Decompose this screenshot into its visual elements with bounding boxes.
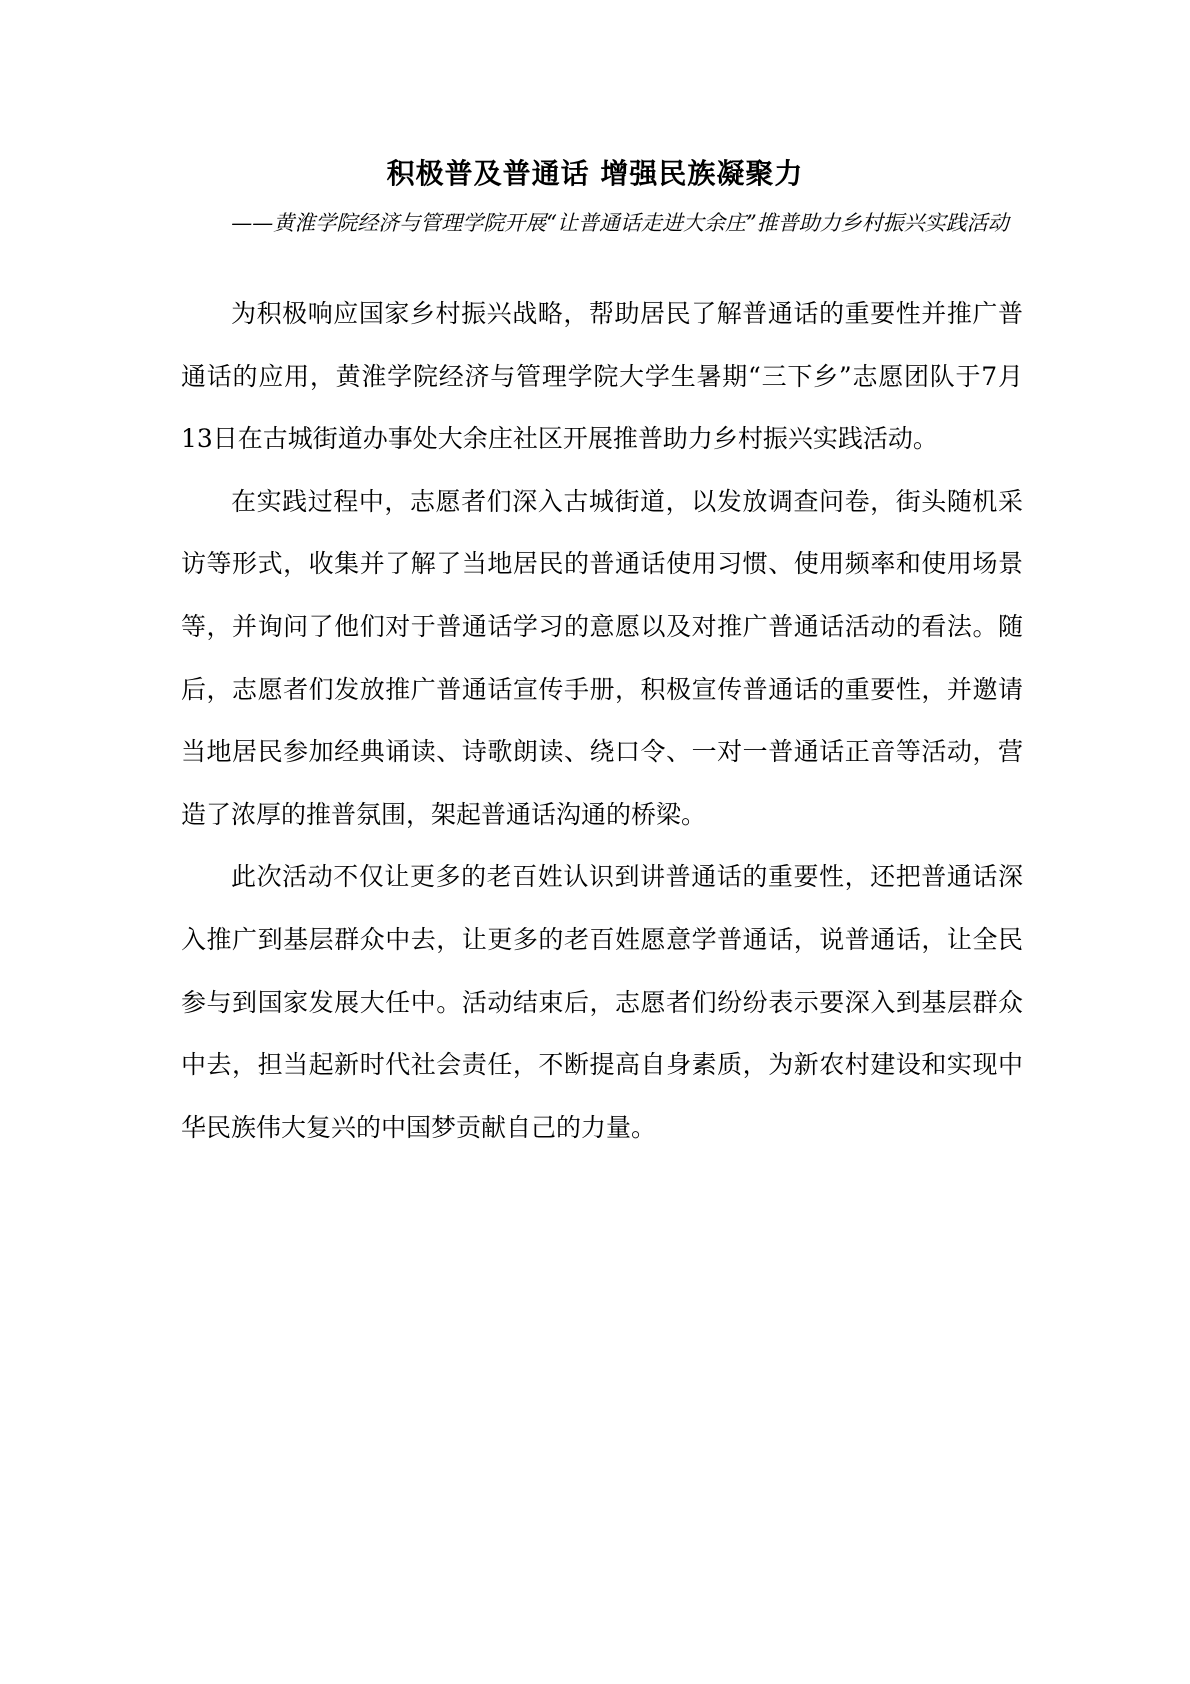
body-paragraph-3: 此次活动不仅让更多的老百姓认识到讲普通话的重要性，还把普通话深入推广到基层群众中去，让更多的老百姓愿意学普通话，说普通话，让全民参与到国家发展大任中。活动结束后，志愿者们纷纷表示要深入到基层群众中去，担当起新时代社会责任，不断提高自身素质，为新农村建设和实现中华民族伟大复兴的中国梦贡献自己的力量。 xyxy=(181,862,1023,1142)
document-title: 积极普及普通话 增强民族凝聚力 xyxy=(386,157,804,190)
body-paragraph-1: 为积极响应国家乡村振兴战略，帮助居民了解普通话的重要性并推广普通话的应用，黄淮学院经济与管理学院大学生暑期“三下乡”志愿团队于7月13日在古城街道办事处大余庄社区开展推普助力乡村振兴实践活动。 xyxy=(181,299,1023,454)
body-paragraph-2: 在实践过程中，志愿者们深入古城街道，以发放调查问卷，街头随机采访等形式，收集并了解了当地居民的普通话使用习惯、使用频率和使用场景等，并询问了他们对于普通话学习的意愿以及对推广普通话活动的看法。随后，志愿者们发放推广普通话宣传手册，积极宣传普通话的重要性，并邀请当地居民参加经典诵读、诗歌朗读、绕口令、一对一普通话正音等活动，营造了浓厚的推普氛围，架起普通话沟通的桥梁。 xyxy=(181,486,1023,829)
document-subtitle: ——黄淮学院经济与管理学院开展“让普通话走进大余庄”推普助力乡村振兴实践活动 xyxy=(231,211,1009,235)
document-body xyxy=(181,283,1023,1159)
